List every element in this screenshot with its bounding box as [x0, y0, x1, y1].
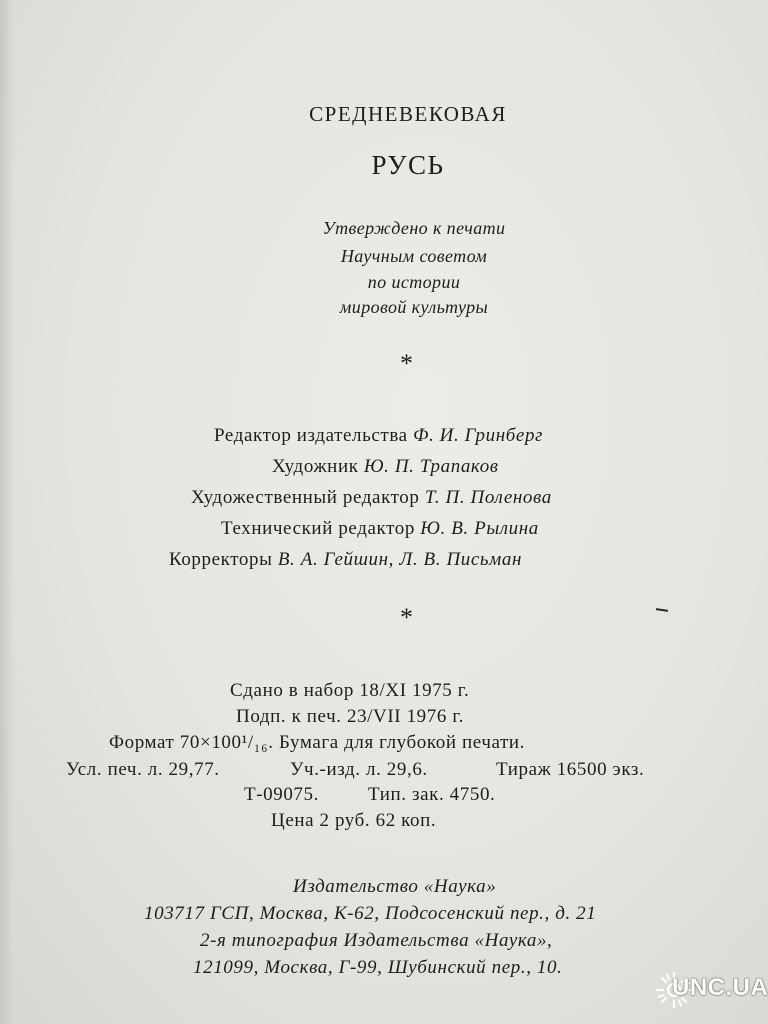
submitted-date: Сдано в набор 18/XI 1975 г. [230, 680, 470, 701]
title-line-2: РУСЬ [371, 150, 445, 180]
credit-names: В. А. Гейшин, Л. В. Письман [277, 549, 523, 570]
publisher-address: 103717 ГСП, Москва, К-62, Подсосенский пер., д. 21 [144, 903, 597, 924]
credit-role: Редактор издательства [214, 425, 408, 446]
printer-address: 121099, Москва, Г-99, Шубинский пер., 10. [193, 957, 563, 978]
credit-names: Ю. В. Рылина [420, 518, 539, 539]
credit-role: Художник [272, 456, 359, 477]
watermark-text: UNC.UA [672, 974, 768, 1001]
credit-technical-editor [221, 518, 539, 540]
circulation: Тираж 16500 экз. [496, 759, 645, 780]
credit-names: Ф. И. Гринберг [413, 425, 544, 446]
spine-shadow [0, 0, 14, 1024]
watermark [650, 962, 768, 1018]
credit-role: Художественный редактор [191, 487, 420, 508]
printer-name: 2-я типография Издательства «Наука», [200, 930, 553, 951]
order-line: Тип. зак. 4750. [368, 784, 496, 805]
approval-line-4: мировой культуры [339, 297, 489, 317]
sheets-conv: Усл. печ. л. 29,77. [66, 759, 220, 780]
approval-line-2: Научным советом [340, 246, 488, 266]
code-line: Т-09075. [244, 784, 319, 805]
credit-names: Ю. П. Трапаков [363, 456, 499, 477]
approval-line-1: Утверждено к печати [322, 218, 506, 238]
approval-line-3: по истории [367, 272, 461, 292]
ink-mark [656, 608, 668, 612]
credit-role: Технический редактор [221, 518, 415, 539]
title-line-1: СРЕДНЕВЕКОВАЯ [309, 102, 507, 126]
credit-names: Т. П. Поленова [424, 487, 552, 508]
credit-art-editor [191, 487, 552, 509]
credit-artist [272, 456, 499, 478]
publisher-name: Издательство «Наука» [293, 876, 497, 897]
format-line: Формат 70×100¹/₁₆. Бумага для глубокой печати. [109, 732, 526, 753]
credit-role: Корректоры [169, 549, 273, 570]
credit-proofreaders [169, 549, 522, 571]
separator-star-1: * [400, 349, 413, 378]
credit-publisher-editor [214, 425, 543, 447]
price-line: Цена 2 руб. 62 коп. [271, 810, 437, 831]
separator-star-2: * [400, 603, 413, 632]
signed-date: Подп. к печ. 23/VII 1976 г. [236, 706, 464, 727]
sheets-pub: Уч.-изд. л. 29,6. [290, 759, 428, 780]
